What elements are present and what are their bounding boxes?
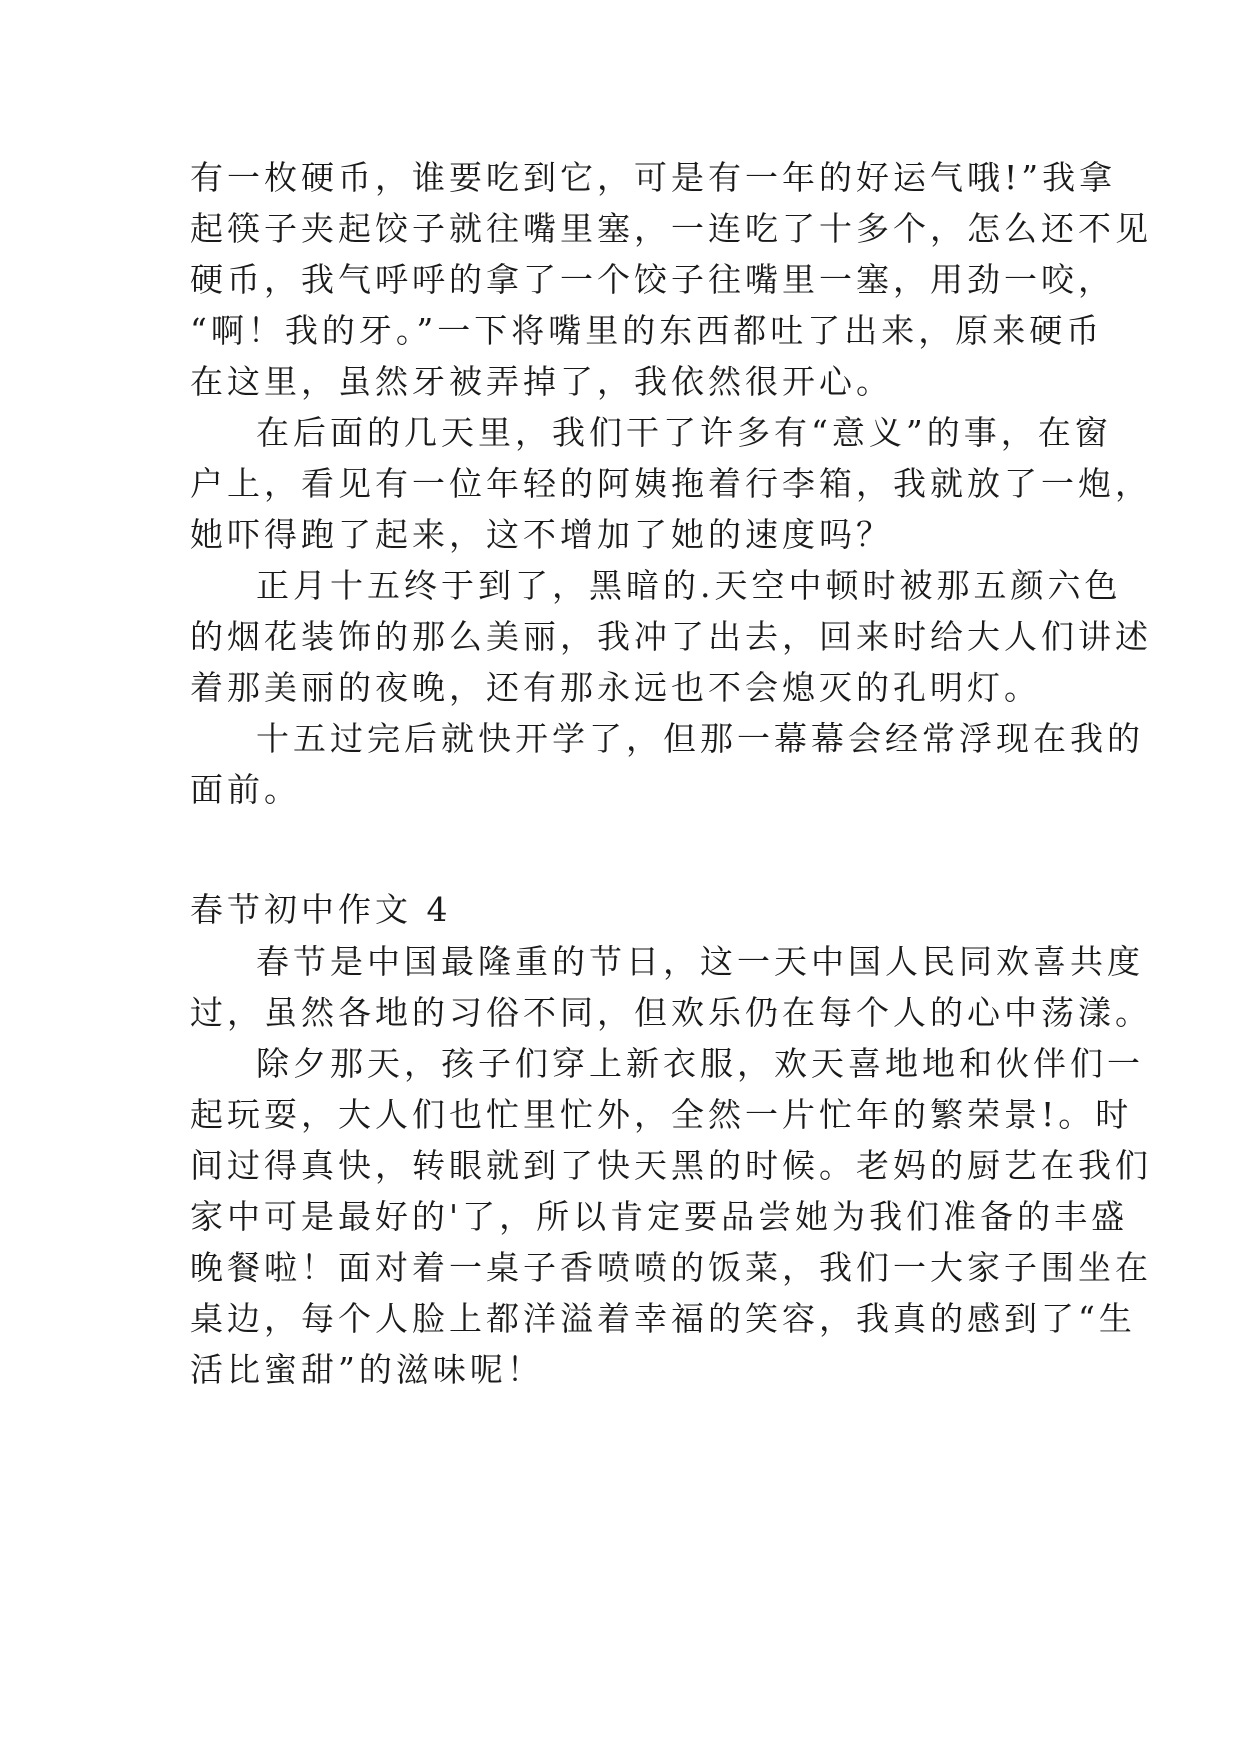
text-line: 活比蜜甜”的滋味呢！ <box>190 1350 544 1389</box>
text-line: 在这里，虽然牙被弄掉了，我依然很开心。 <box>190 362 893 401</box>
paragraph-start-line: 正月十五终于到了，黑暗的.天空中顿时被那五颜六色 <box>256 566 1122 605</box>
text-line: 户上，看见有一位年轻的阿姨拖着行李箱，我就放了一炮， <box>190 464 1152 503</box>
text-line: 桌边，每个人脸上都洋溢着幸福的笑容，我真的感到了“生 <box>190 1299 1136 1338</box>
text-line: 家中可是最好的'了，所以肯定要品尝她为我们准备的丰盛 <box>190 1197 1129 1236</box>
text-line: 过，虽然各地的习俗不同，但欢乐仍在每个人的心中荡漾。 <box>190 993 1152 1032</box>
paragraph-start-line: 除夕那天，孩子们穿上新衣服，欢天喜地地和伙伴们一 <box>256 1044 1144 1083</box>
paragraph-start-line: 在后面的几天里，我们干了许多有“意义”的事，在窗 <box>256 413 1112 452</box>
text-line: 晚餐啦！面对着一桌子香喷喷的饭菜，我们一大家子围坐在 <box>190 1248 1152 1287</box>
text-line: 有一枚硬币，谁要吃到它，可是有一年的好运气哦!”我拿 <box>190 158 1117 197</box>
section-heading: 春节初中作文 4 <box>190 890 452 929</box>
text-line: 起玩耍，大人们也忙里忙外，全然一片忙年的繁荣景!。时 <box>190 1095 1133 1134</box>
text-line: 间过得真快，转眼就到了快天黑的时候。老妈的厨艺在我们 <box>190 1146 1152 1185</box>
text-line: “啊！我的牙。”一下将嘴里的东西都吐了出来，原来硬币 <box>190 311 1104 350</box>
text-line: 她吓得跑了起来，这不增加了她的速度吗？ <box>190 515 893 554</box>
paragraph-start-line: 春节是中国最隆重的节日，这一天中国人民同欢喜共度 <box>256 942 1144 981</box>
text-line: 起筷子夹起饺子就往嘴里塞，一连吃了十多个，怎么还不见 <box>190 209 1152 248</box>
text-line: 着那美丽的夜晚，还有那永远也不会熄灭的孔明灯。 <box>190 668 1041 707</box>
paragraph-start-line: 十五过完后就快开学了，但那一幕幕会经常浮现在我的 <box>256 719 1144 758</box>
text-line: 硬币，我气呼呼的拿了一个饺子往嘴里一塞，用劲一咬， <box>190 260 1115 299</box>
text-line: 面前。 <box>190 770 301 809</box>
text-line: 的烟花装饰的那么美丽，我冲了出去，回来时给大人们讲述 <box>190 617 1152 656</box>
